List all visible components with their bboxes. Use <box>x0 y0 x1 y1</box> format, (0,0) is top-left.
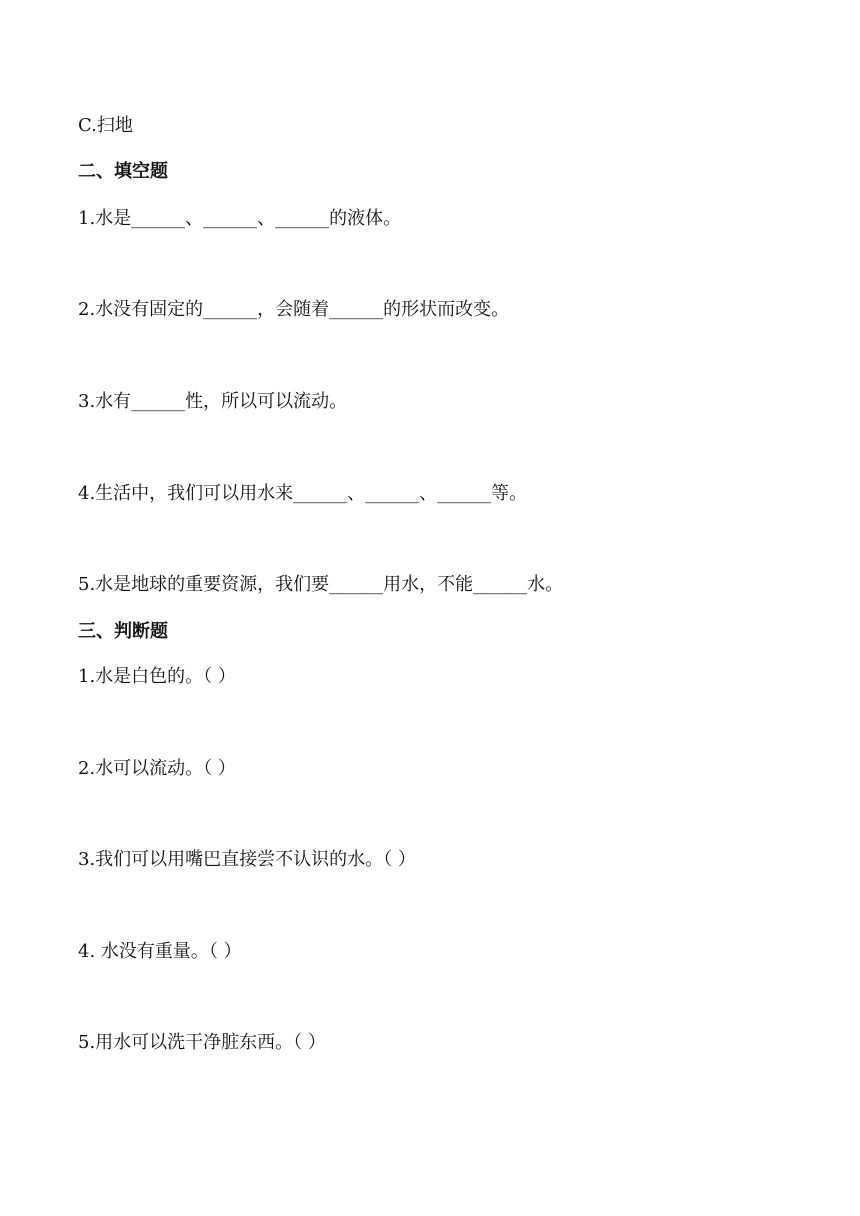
fill-blank-question-5: 5.水是地球的重要资源，我们要______用水，不能______水。 <box>78 574 564 595</box>
true-false-question-2: 2.水可以流动。（ ） <box>78 758 236 779</box>
true-false-question-1: 1.水是白色的。（ ） <box>78 666 236 687</box>
true-false-question-4: 4. 水没有重量。（ ） <box>78 941 242 962</box>
section-heading-true-false: 三、判断题 <box>78 621 168 642</box>
choice-option-c: C.扫地 <box>78 115 133 136</box>
true-false-question-5: 5.用水可以洗干净脏东西。（ ） <box>78 1032 326 1053</box>
true-false-question-3: 3.我们可以用嘴巴直接尝不认识的水。（ ） <box>78 849 416 870</box>
section-heading-fill-blank: 二、填空题 <box>78 161 168 182</box>
fill-blank-question-1: 1.水是______、______、______的液体。 <box>78 208 402 229</box>
fill-blank-question-3: 3.水有______性，所以可以流动。 <box>78 391 348 412</box>
fill-blank-question-4: 4.生活中，我们可以用水来______、______、______等。 <box>78 483 528 504</box>
fill-blank-question-2: 2.水没有固定的______，会随着______的形状而改变。 <box>78 299 510 320</box>
